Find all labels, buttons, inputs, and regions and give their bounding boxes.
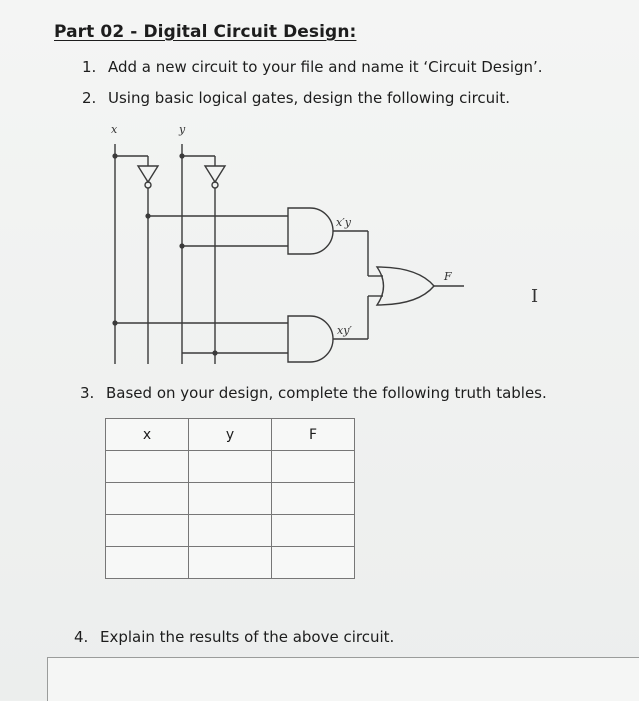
table-row <box>106 451 355 483</box>
text-cursor-icon: I <box>531 286 539 307</box>
and-top-output-label: x′y <box>336 216 351 229</box>
table-row <box>106 483 355 515</box>
cell-y[interactable] <box>189 547 272 579</box>
step-number: 1. <box>82 58 97 76</box>
junction-dot <box>112 320 117 325</box>
cell-y[interactable] <box>189 483 272 515</box>
answer-text-box[interactable] <box>47 657 639 701</box>
and-gate-bottom <box>288 316 333 362</box>
output-f-label: F <box>444 270 452 283</box>
cell-x[interactable] <box>106 451 189 483</box>
step-number: 4. <box>74 628 89 646</box>
header-f: F <box>272 419 355 451</box>
cell-f[interactable] <box>272 483 355 515</box>
truth-table-header-row <box>106 419 355 451</box>
junction-dot <box>145 213 150 218</box>
step-3 <box>80 384 547 402</box>
step-number: 2. <box>82 89 97 107</box>
inverter-y-triangle <box>205 166 225 182</box>
cell-f[interactable] <box>272 547 355 579</box>
and-bottom-output-label: xy′ <box>337 324 352 337</box>
step-text: Add a new circuit to your file and name it ‘Circuit Design’. <box>108 58 543 76</box>
step-1 <box>82 58 543 76</box>
cell-y[interactable] <box>189 451 272 483</box>
circuit-diagram <box>100 118 480 368</box>
cell-x[interactable] <box>106 483 189 515</box>
step-text: Based on your design, complete the following truth tables. <box>106 384 547 402</box>
junction-dot <box>179 153 184 158</box>
junction-dot <box>179 243 184 248</box>
step-number: 3. <box>80 384 95 402</box>
cell-f[interactable] <box>272 515 355 547</box>
header-x: x <box>106 419 189 451</box>
part-heading: Part 02 - Digital Circuit Design: <box>54 22 357 42</box>
inverter-x-triangle <box>138 166 158 182</box>
input-x-label: x <box>111 123 118 136</box>
step-text: Using basic logical gates, design the following circuit. <box>108 89 510 107</box>
header-y: y <box>189 419 272 451</box>
table-row <box>106 547 355 579</box>
junction-dot <box>212 350 217 355</box>
table-row <box>106 515 355 547</box>
junction-dot <box>112 153 117 158</box>
input-y-label: y <box>179 123 186 136</box>
step-text: Explain the results of the above circuit. <box>100 628 395 646</box>
cell-x[interactable] <box>106 547 189 579</box>
cell-f[interactable] <box>272 451 355 483</box>
cell-x[interactable] <box>106 515 189 547</box>
or-gate <box>377 267 434 305</box>
step-4 <box>74 628 394 646</box>
cell-y[interactable] <box>189 515 272 547</box>
step-2 <box>82 89 510 107</box>
and-gate-top <box>288 208 333 254</box>
truth-table <box>105 418 355 579</box>
